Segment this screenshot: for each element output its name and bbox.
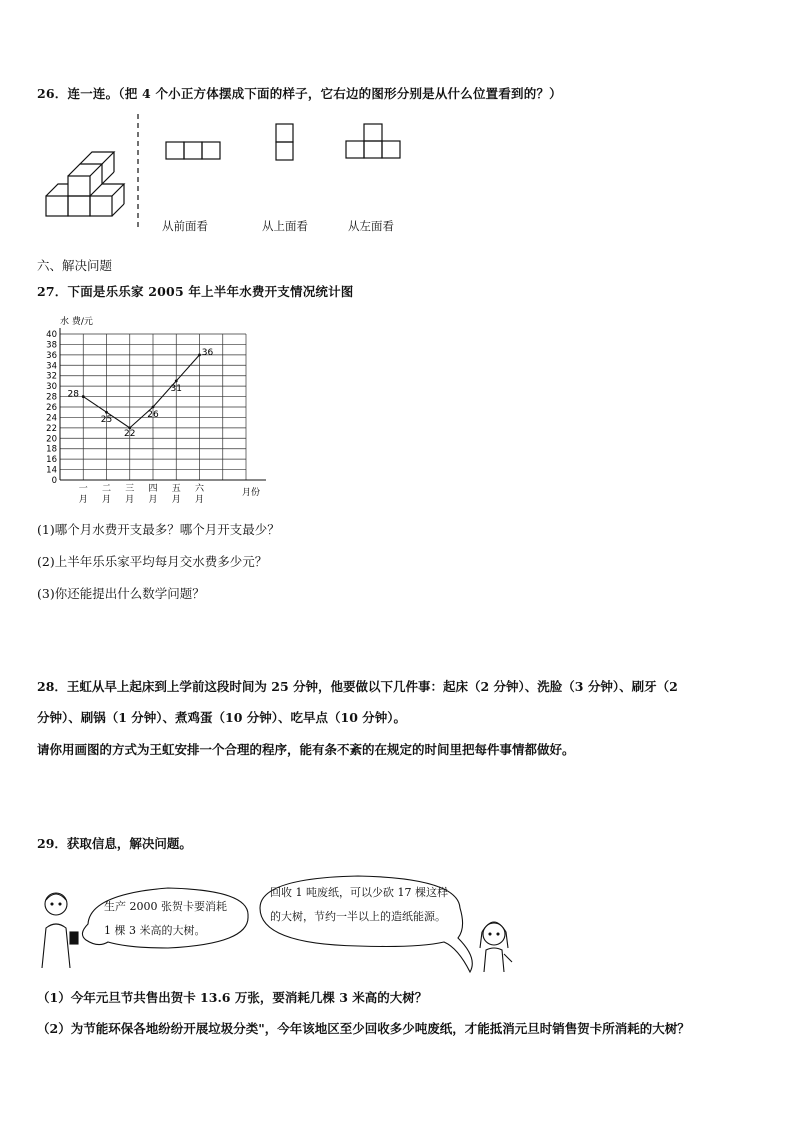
data-label: 25 — [100, 415, 113, 426]
view-shape-1 — [166, 142, 220, 159]
data-point — [198, 353, 201, 356]
y-tick-label: 0 — [51, 476, 57, 486]
y-tick-label: 36 — [46, 350, 57, 361]
y-tick-label: 18 — [46, 444, 57, 455]
q29-prompt: 29．获取信息，解决问题。 — [37, 836, 192, 851]
option-front-view: 从前面看 — [162, 219, 208, 233]
bubble-right-line1: 回收 1 吨废纸，可以少砍 17 棵这样 — [270, 886, 448, 899]
chart-y-axis-label: 水 费/元 — [60, 317, 93, 327]
data-point — [152, 406, 155, 409]
y-tick-label: 26 — [46, 403, 57, 413]
bubble-right-line2: 的大树，节约一半以上的造纸能源。 — [270, 910, 446, 923]
x-tick-label: 三 — [125, 484, 135, 494]
speech-bubble-left — [82, 888, 248, 948]
section-heading: 六、解决问题 — [37, 258, 113, 273]
y-tick-label: 40 — [46, 330, 57, 340]
data-label: 22 — [124, 428, 136, 439]
x-tick-label-unit: 月 — [101, 495, 112, 505]
option-left-view: 从左面看 — [348, 219, 394, 233]
view-shape-3 — [346, 124, 400, 158]
x-tick-label: 二 — [101, 484, 112, 494]
y-tick-label: 14 — [46, 465, 57, 476]
q28-line1: 28．王虹从早上起床到上学前这段时间为 25 分钟，他要做以下几件事：起床（2 分钟）、洗脸（3 分钟）、刷牙（2 — [37, 679, 678, 694]
data-label: 28 — [67, 389, 79, 400]
x-tick-label: 四 — [148, 484, 158, 494]
q26-prompt: 26．连一连。（把 4 个小正方体摆成下面的样子，它右边的图形分别是从什么位置看到的？） — [37, 86, 562, 101]
x-tick-label: 六 — [194, 484, 205, 494]
data-point — [175, 380, 178, 383]
data-point — [105, 411, 108, 414]
data-label: 26 — [147, 410, 159, 420]
water-fee-chart — [38, 308, 278, 508]
y-tick-label: 28 — [46, 392, 57, 403]
x-tick-label-unit: 月 — [194, 495, 205, 505]
option-top-view: 从上面看 — [262, 219, 308, 233]
y-tick-label: 24 — [46, 413, 57, 424]
x-tick-label-unit: 月 — [171, 495, 181, 505]
y-tick-label: 30 — [46, 382, 57, 393]
x-tick-label-unit: 月 — [148, 495, 158, 505]
x-tick-label: 一 — [78, 484, 88, 494]
y-tick-label: 32 — [46, 371, 57, 382]
bubble-left-line1: 生产 2000 张贺卡要消耗 — [104, 900, 227, 913]
data-label: 31 — [170, 383, 182, 394]
chart-x-axis-label: 月份 — [242, 488, 261, 498]
y-tick-label: 38 — [46, 340, 57, 351]
x-tick-label-unit: 月 — [78, 495, 88, 505]
bubble-left-line2: 1 棵 3 米高的大树。 — [104, 924, 206, 937]
y-tick-label: 34 — [46, 361, 57, 372]
x-tick-label-unit: 月 — [125, 495, 135, 505]
data-label: 36 — [201, 347, 214, 358]
q27-sub1: (1)哪个月水费开支最多？哪个月开支最少？ — [37, 522, 280, 537]
girl-figure — [480, 922, 512, 972]
y-tick-label: 20 — [46, 434, 57, 445]
man-figure — [42, 893, 78, 968]
y-tick-label: 16 — [46, 455, 57, 466]
q27-sub3: (3)你还能提出什么数学问题？ — [37, 586, 205, 601]
view-shape-2 — [276, 124, 293, 160]
cube-stack-figure — [46, 152, 124, 216]
q29-sub2: （2）为节能环保各地纷纷开展垃圾分类"，今年该地区至少回收多少吨废纸，才能抵消元旦时销售贺卡所消耗的大树？ — [37, 1021, 690, 1036]
q28-line2: 分钟）、刷锅（1 分钟）、煮鸡蛋（10 分钟）、吃早点（10 分钟）。 — [37, 710, 407, 725]
x-tick-label: 五 — [171, 484, 181, 494]
y-tick-label: 22 — [46, 423, 57, 434]
q27-sub2: (2)上半年乐乐家平均每月交水费多少元？ — [37, 554, 268, 569]
data-point — [82, 395, 85, 398]
q27-prompt: 27．下面是乐乐家 2005 年上半年水费开支情况统计图 — [37, 284, 354, 299]
q28-line3: 请你用画图的方式为王虹安排一个合理的程序，能有条不紊的在规定的时间里把每件事情都做好。 — [37, 742, 575, 757]
q29-sub1: （1）今年元旦节共售出贺卡 13.6 万张，要消耗几棵 3 米高的大树？ — [37, 990, 428, 1005]
